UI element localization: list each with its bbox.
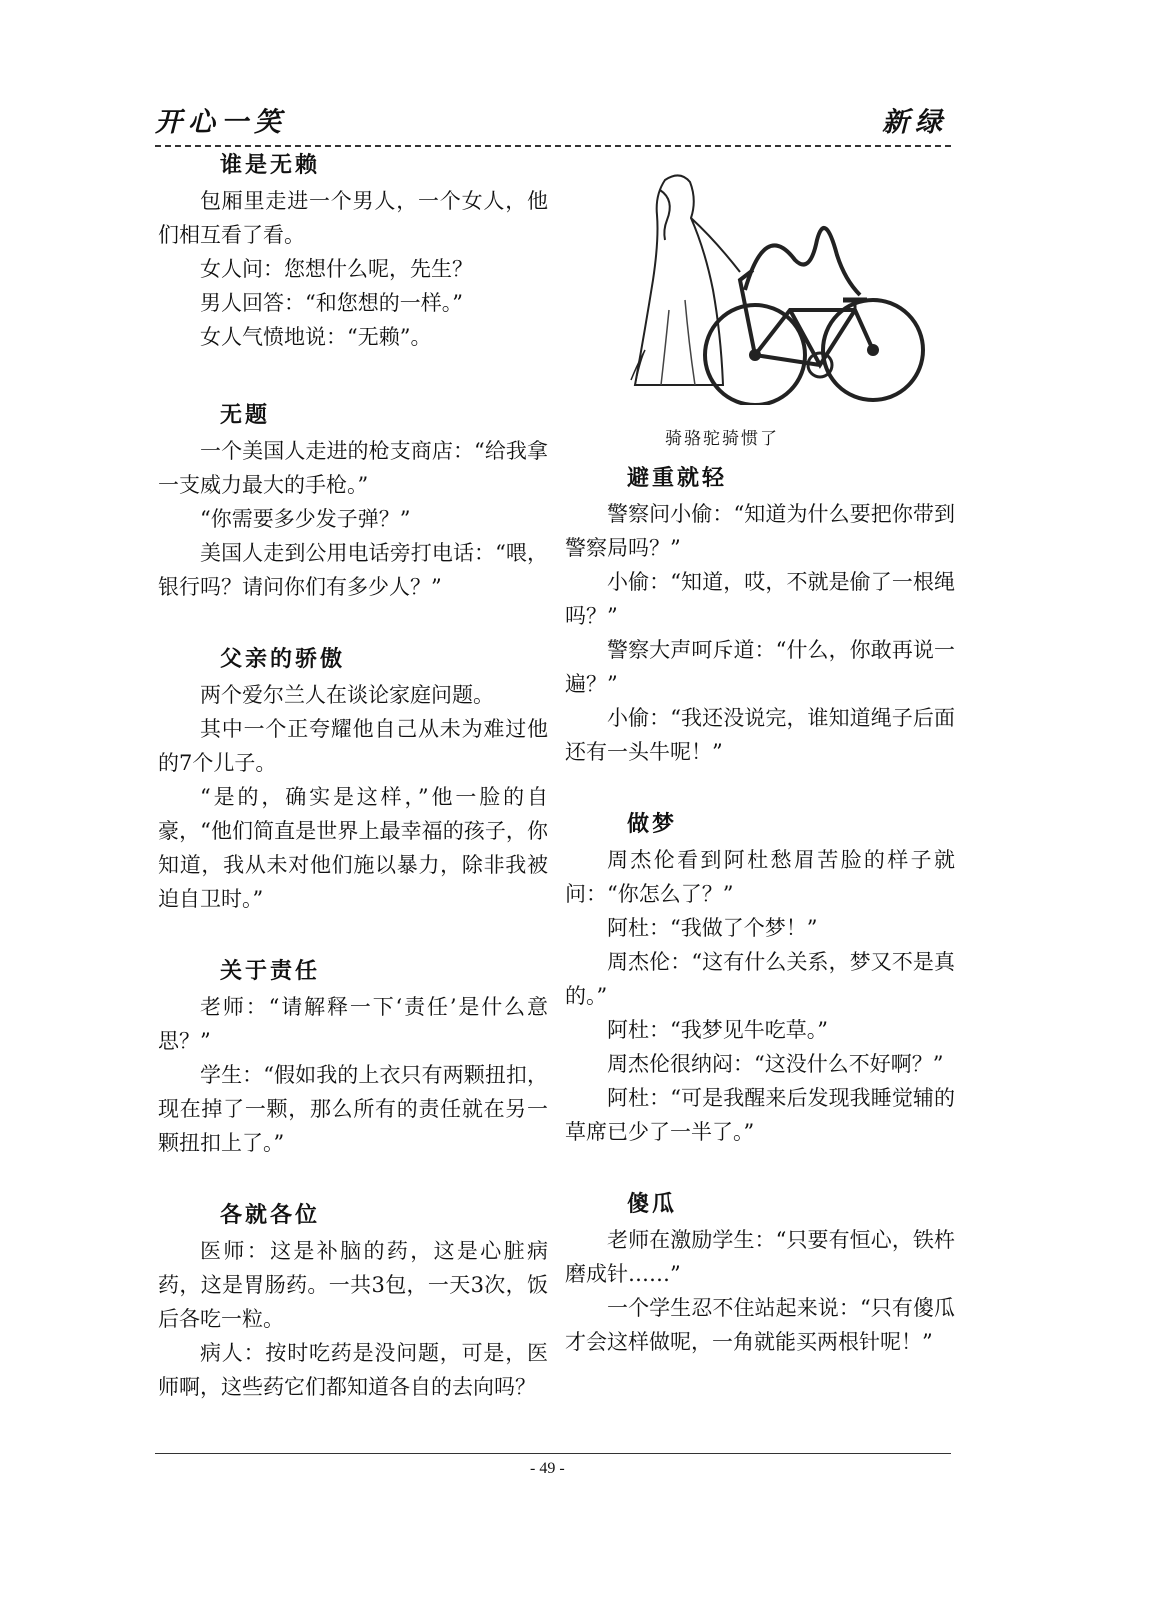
article-dream [565, 809, 955, 1149]
page-number: - 49 - [530, 1460, 565, 1477]
paragraph: 两个爱尔兰人在谈论家庭问题。 [200, 683, 494, 707]
article-title: 避重就轻 [627, 465, 728, 491]
paragraph: 学生：“假如我的上衣只有两颗扭扣，现在掉了一颗，那么所有的责任就在另一颗扭扣上了。” [158, 1063, 548, 1155]
paragraph: 警察大声呵斥道：“什么，你敢再说一遍？” [565, 638, 955, 696]
paragraph: “你需要多少发子弹？” [200, 507, 411, 531]
paragraph: 其中一个正夸耀他自己从未为难过他的7个儿子。 [158, 717, 548, 775]
paragraph: 阿杜：“可是我醒来后发现我睡觉辅的草席已少了一半了。” [565, 1086, 955, 1144]
paragraph: 小偷：“我还没说完，谁知道绳子后面还有一头牛呢！” [565, 706, 955, 764]
illustration-caption: 骑骆驼骑惯了 [665, 429, 779, 449]
article-fool [565, 1189, 955, 1359]
paragraph: 老师在激励学生：“只要有恒心，铁杵磨成针……” [565, 1228, 955, 1286]
section-title: 开心一笑 [155, 107, 287, 138]
paragraph: 警察问小偷：“知道为什么要把你带到警察局吗？” [565, 502, 955, 560]
paragraph: 一个美国人走进的枪支商店：“给我拿一支威力最大的手枪。” [158, 439, 548, 497]
paragraph: 病人：按时吃药是没问题，可是，医师啊，这些药它们都知道各自的去向吗？ [158, 1341, 548, 1399]
paragraph: 美国人走到公用电话旁打电话：“喂，银行吗？请问你们有多少人？” [158, 541, 548, 599]
paragraph: 小偷：“知道，哎，不就是偷了一根绳吗？” [565, 570, 955, 628]
column-name: 新绿 [882, 107, 948, 138]
article-each-in-place [158, 1200, 548, 1404]
paragraph: “是的，确实是这样，”他一脸的自豪，“他们简直是世界上最幸福的孩子，你知道，我从未对他们施以暴力，除非我被迫自卫时。” [158, 785, 548, 911]
header-divider [155, 145, 951, 147]
paragraph: 女人气愤地说：“无赖”。 [200, 325, 432, 349]
article-about-responsibility [158, 956, 548, 1160]
article-title: 傻瓜 [627, 1191, 678, 1217]
paragraph: 男人回答：“和您想的一样。” [200, 291, 463, 315]
article-title: 谁是无赖 [220, 152, 321, 178]
article-title: 关于责任 [220, 958, 321, 984]
article-title: 各就各位 [220, 1202, 321, 1228]
article-untitled [158, 400, 548, 604]
article-fathers-pride [158, 644, 548, 916]
paragraph: 周杰伦：“这有什么关系，梦又不是真的。” [565, 950, 955, 1008]
paragraph: 老师：“请解释一下‘责任’是什么意思？” [158, 995, 548, 1053]
paragraph: 包厢里走进一个男人，一个女人，他们相互看了看。 [158, 189, 548, 247]
paragraph: 周杰伦看到阿杜愁眉苦脸的样子就问：“你怎么了？” [565, 848, 955, 906]
paragraph: 一个学生忍不住站起来说：“只有傻瓜才会这样做呢，一角就能买两根针呢！” [565, 1296, 955, 1354]
footer-divider [155, 1453, 951, 1454]
camel-bicycle-illustration [605, 160, 925, 405]
paragraph: 阿杜：“我做了个梦！” [607, 916, 818, 940]
paragraph: 医师：这是补脑的药，这是心脏病药，这是胃肠药。一共3包，一天3次，饭后各吃一粒。 [158, 1239, 548, 1331]
paragraph: 阿杜：“我梦见牛吃草。” [607, 1018, 828, 1042]
article-title: 父亲的骄傲 [220, 646, 346, 672]
paragraph: 周杰伦很纳闷：“这没什么不好啊？” [607, 1052, 944, 1076]
article-title: 无题 [220, 402, 271, 428]
article-avoid-heavy [565, 463, 955, 769]
article-title: 做梦 [627, 811, 678, 837]
left-column [158, 150, 548, 1404]
article-who-is-rascal [158, 150, 548, 354]
paragraph: 女人问：您想什么呢，先生？ [200, 257, 473, 281]
right-column [565, 150, 955, 1359]
